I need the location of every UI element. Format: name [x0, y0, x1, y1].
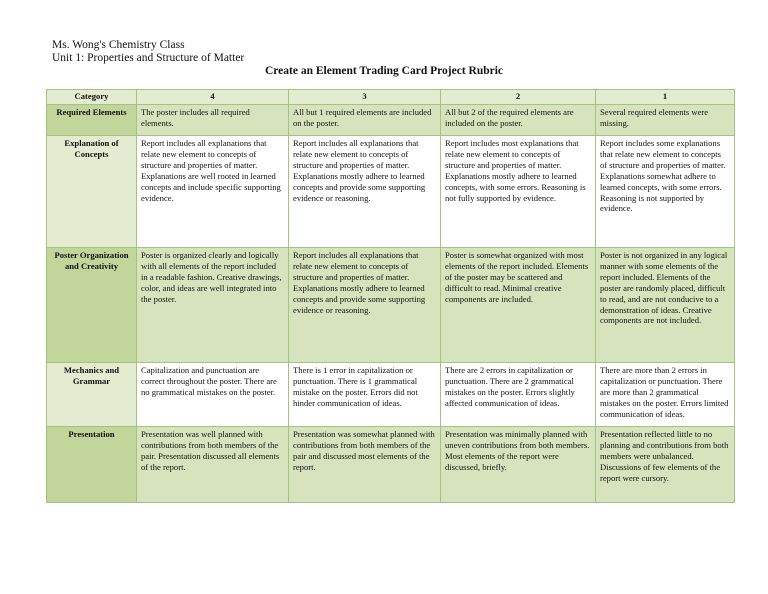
rubric-cell-score-1: Several required elements were missing. [596, 105, 735, 136]
rubric-table [46, 89, 735, 503]
rubric-cell-score-3: All but 1 required elements are included on the poster. [289, 105, 441, 136]
rubric-cell-score-4: Presentation was well planned with contributions from both members of the pair. Presentation discussed all elements of the report. [137, 427, 289, 503]
rubric-cell-score-2: There are 2 errors in capitalization or punctuation. There are 2 grammatical mistakes on the poster. Errors slightly affected communication of ideas. [441, 363, 596, 427]
column-header-score-3: 3 [289, 90, 441, 105]
column-header-score-2: 2 [441, 90, 596, 105]
rubric-cell-score-4: Report includes all explanations that relate new element to concepts of structure and properties of matter. Explanations are well rooted in learned concepts and include specific supporting evidence. [137, 136, 289, 248]
table-row [47, 136, 735, 248]
rubric-cell-score-1: Presentation reflected little to no planning and contributions from both members were unbalanced. Discussions of few elements of the report were cursory. [596, 427, 735, 503]
rubric-cell-score-1: There are more than 2 errors in capitalization or punctuation. There are more than 2 grammatical mistakes on the poster. Errors limited communication of ideas. [596, 363, 735, 427]
table-row [47, 248, 735, 363]
rubric-cell-score-4: Capitalization and punctuation are correct throughout the poster. There are no grammatical mistakes on the poster. [137, 363, 289, 427]
column-header-score-1: 1 [596, 90, 735, 105]
unit-name: Unit 1: Properties and Structure of Matter [52, 52, 245, 64]
rubric-cell-score-2: Report includes most explanations that relate new element to concepts of structure and properties of matter. Explanations mostly adhere to learned concepts, with some errors. Reasoning is not fully supported by evidence. [441, 136, 596, 248]
column-header-score-4: 4 [137, 90, 289, 105]
page-title: Create an Element Trading Card Project Rubric [264, 65, 504, 77]
rubric-cell-score-2: Presentation was minimally planned with uneven contributions from both members. Most elements of the report were discussed, briefly. [441, 427, 596, 503]
rubric-cell-score-3: There is 1 error in capitalization or punctuation. There is 1 grammatical mistake on the poster. Errors did not hinder communication of ideas. [289, 363, 441, 427]
rubric-cell-score-2: All but 2 of the required elements are included on the poster. [441, 105, 596, 136]
column-header-category: Category [47, 90, 137, 105]
class-name: Ms. Wong's Chemistry Class [52, 39, 185, 51]
rubric-cell-score-3: Presentation was somewhat planned with contributions from both members of the pair and discussed most elements of the report. [289, 427, 441, 503]
category-cell: Poster Organization and Creativity [47, 248, 137, 363]
rubric-cell-score-4: Poster is organized clearly and logically with all elements of the report included in a readable fashion. Creative drawings, color, and ideas are well integrated into the poster. [137, 248, 289, 363]
category-cell: Explanation of Concepts [47, 136, 137, 248]
rubric-cell-score-3: Report includes all explanations that relate new element to concepts of structure and properties of matter. Explanations mostly adhere to learned concepts and provide some supporting evidence or reasoning. [289, 136, 441, 248]
rubric-cell-score-1: Report includes some explanations that relate new element to concepts of structure and properties of matter. Explanations somewhat adhere to learned concepts, with some errors. Reasoning is not supported by evidence. [596, 136, 735, 248]
table-row [47, 427, 735, 503]
table-row [47, 363, 735, 427]
category-cell: Required Elements [47, 105, 137, 136]
table-row [47, 105, 735, 136]
category-cell: Presentation [47, 427, 137, 503]
table-header-row [47, 90, 735, 105]
rubric-cell-score-1: Poster is not organized in any logical manner with some elements of the report included. Elements of the poster are randomly placed, difficult to read, and are not conducive to a demonstration of ideas. Creative components are not included. [596, 248, 735, 363]
rubric-cell-score-3: Report includes all explanations that relate new element to concepts of structure and properties of matter. Explanations mostly adhere to learned concepts and provide some supporting evidence or reasoning. [289, 248, 441, 363]
rubric-cell-score-4: The poster includes all required elements. [137, 105, 289, 136]
rubric-cell-score-2: Poster is somewhat organized with most elements of the report included. Elements of the poster may be scattered and difficult to read. Minimal creative components are included. [441, 248, 596, 363]
category-cell: Mechanics and Grammar [47, 363, 137, 427]
